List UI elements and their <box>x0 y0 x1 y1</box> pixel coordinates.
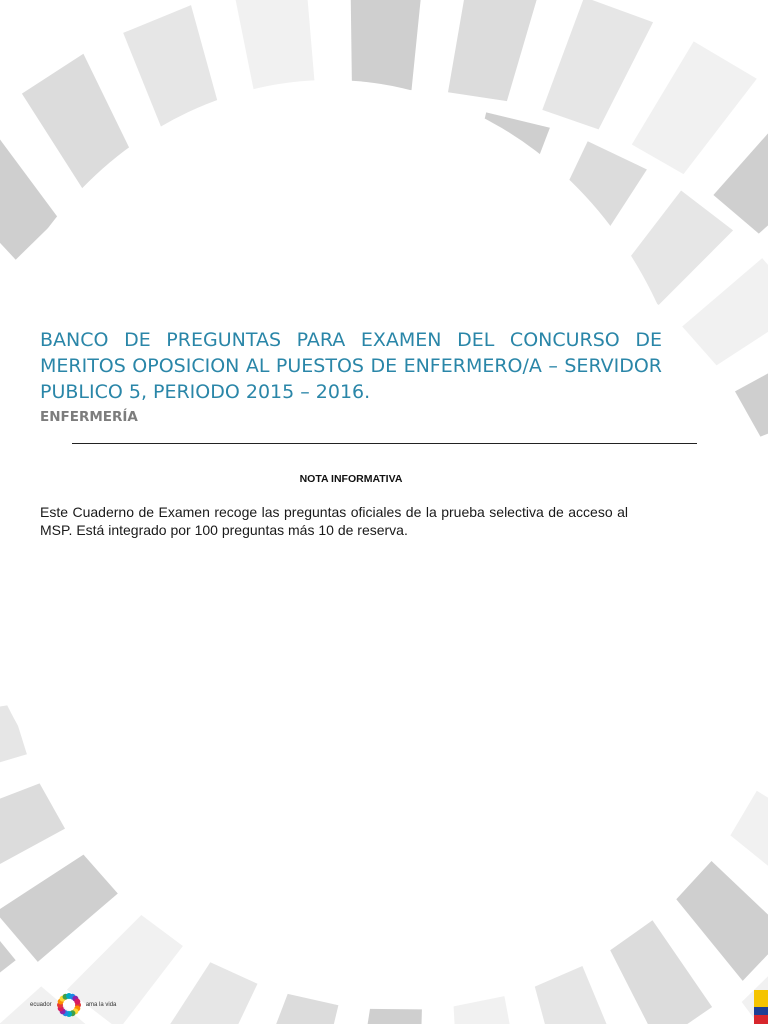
footer-brand <box>30 990 116 1020</box>
sun-ray <box>74 999 80 1005</box>
note-heading: NOTA INFORMATIVA <box>299 473 403 485</box>
divider-line <box>72 443 697 444</box>
flag-red-band <box>754 1015 768 1024</box>
flag-yellow-band <box>754 990 768 1007</box>
flag-strip <box>754 990 768 1024</box>
brand-slogan: ama la vida <box>85 1002 117 1008</box>
document-title: BANCO DE PREGUNTAS PARA EXAMEN DEL CONCURSO DE MERITOS OPOSICION AL PUESTOS DE ENFERMERO/A – SERVIDOR PUBLICO 5, PERIODO 2015 – 2016. <box>40 329 662 403</box>
note-body: Este Cuaderno de Examen recoge las preguntas oficiales de la prueba selectiva de acceso al MSP. Está integrado por 100 preguntas más 10 de reserva. <box>40 504 628 538</box>
brand-word: ecuador <box>30 1002 52 1008</box>
ecuador-sun-logo-icon <box>54 990 84 1020</box>
flag-blue-band <box>754 1007 768 1015</box>
document-subtitle: ENFERMERÍA <box>40 409 138 425</box>
